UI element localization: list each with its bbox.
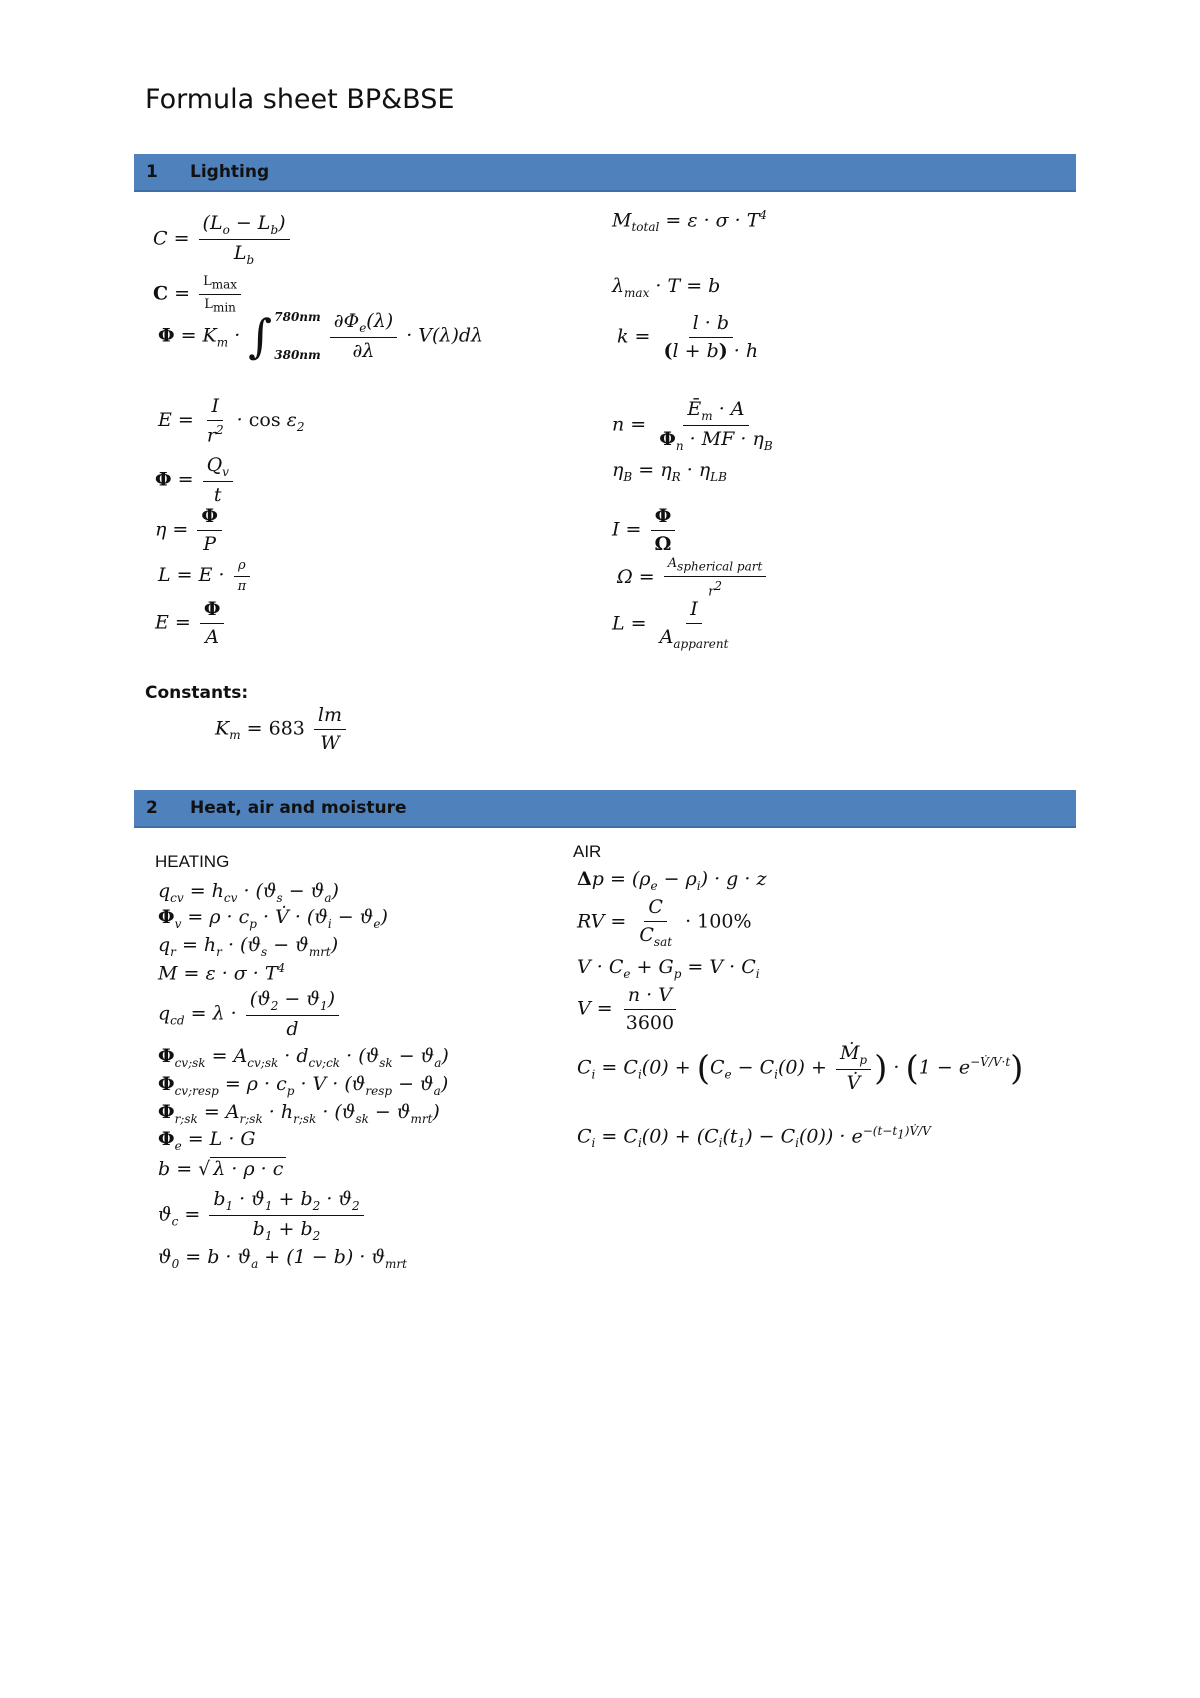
formula-room-index: k = $\frac{l \cdot b}{(l + b) \cdot h}$ bbox=[617, 312, 759, 362]
formula-number-of-luminaires: n = $\frac{Ē_m \cdot A}{\Phi_n \cdot MF \cdot \eta_B}$ bbox=[612, 398, 773, 453]
formula-ventilation-heat: $\Phi_v = \rho \cdot c_p$ · V̇ · $(ϑ_i - ϑ_e)$ bbox=[158, 906, 388, 931]
heating-label: HEATING bbox=[155, 852, 230, 871]
km-unit-numerator: lm bbox=[314, 704, 346, 730]
formula-emittance: $M = \varepsilon \cdot \sigma \cdot T^4$ bbox=[158, 961, 286, 985]
formula-pressure-difference: $\Delta p = (\rho_e - \rho_i) \cdot g \cdot z$ bbox=[577, 868, 767, 893]
km-subscript: m bbox=[229, 728, 241, 743]
section-number: 2 bbox=[146, 798, 158, 818]
constants-label: Constants: bbox=[145, 683, 249, 703]
formula-contact-temperature: $ϑ_c$ = $\frac{b_1 \cdot ϑ_1 + b_2 \cdot ϑ_2}{b_1 + b_2}$ bbox=[158, 1188, 367, 1243]
section-number: 1 bbox=[146, 162, 158, 182]
formula-intensity: I = $\frac{\Phi}{\Omega}$ bbox=[612, 505, 678, 556]
formula-radiative-heat: $q_r = h_r \cdot (ϑ_s - ϑ_{mrt})$ bbox=[158, 934, 339, 959]
formula-ventilation-rate: V = $\frac{n \cdot V}{3600}$ bbox=[577, 984, 681, 1035]
section-title: Heat, air and moisture bbox=[190, 798, 407, 818]
formula-solid-angle: Ω = $\frac{A_{spherical part}}{r^2}$ bbox=[617, 556, 769, 600]
air-label: AIR bbox=[573, 842, 602, 861]
formula-luminance-reflectance: L = E · $\frac{\rho}{\pi}$ bbox=[158, 558, 253, 594]
formula-skin-convection: $\Phi_{cv;sk} = A_{cv;sk} \cdot d_{cv;ck} \cdot (ϑ_{sk} - ϑ_a)$ bbox=[158, 1045, 449, 1070]
formula-concentration-decay: $C_i = C_i(0) + (C_e - C_i(0)$ + $\frac{Ṁ_p}{V̇}$ ) · $(1 - e^{-V̇/V\cdot t})$ bbox=[577, 1042, 1024, 1095]
v-denominator: 3600 bbox=[625, 1011, 675, 1034]
rv-percent: · 100% bbox=[685, 910, 752, 933]
page-title: Formula sheet BP&BSE bbox=[145, 84, 455, 115]
formula-relative-humidity: RV = $\frac{C}{C_{sat}}$ · 100% bbox=[577, 896, 752, 949]
formula-efficacy: η = $\frac{\Phi}{P}$ bbox=[155, 505, 225, 556]
formula-conduction: $q_{cd} = \lambda$ · $\frac{(ϑ_2 - ϑ_1)}{d}$ bbox=[158, 988, 342, 1041]
formula-illuminance-area: E = $\frac{\Phi}{A}$ bbox=[155, 598, 227, 649]
formula-convective-heat: $q_{cv} = h_{cv} \cdot (ϑ_s - ϑ_a)$ bbox=[158, 880, 339, 905]
constant-km bbox=[215, 704, 349, 755]
section-header-heat-air-moisture bbox=[134, 790, 1076, 828]
formula-illuminance-distance: E = $\frac{I}{r^2}$ · $\cos \varepsilon_2$ bbox=[158, 395, 305, 447]
formula-efficiency-product: $\eta_B = \eta_R \cdot \eta_{LB}$ bbox=[612, 459, 727, 484]
km-unit-denominator: W bbox=[320, 731, 340, 754]
formula-contrast: C = $\frac{(L_o - L_b)}{L_b}$ bbox=[153, 212, 293, 267]
formula-contrast-ratio: C = $\frac{L_{max}}{L_{min}}$ bbox=[153, 274, 244, 315]
section-title: Lighting bbox=[190, 162, 270, 182]
formula-moisture-balance: $V \cdot C_e + G_p = V \cdot C_i$ bbox=[577, 956, 760, 981]
formula-total-emittance: $M_{total} = \varepsilon \cdot \sigma \cdot T^4$ bbox=[612, 208, 768, 235]
formula-wien: $\lambda_{max} \cdot T = b$ bbox=[612, 275, 721, 300]
section-header-lighting bbox=[134, 154, 1076, 192]
formula-luminance-apparent: L = $\frac{I}{A_{apparent}}$ bbox=[612, 598, 729, 651]
km-value: = 683 bbox=[246, 717, 305, 740]
formula-concentration-interval: $C_i = C_i(0) + (C_i(t_1) - C_i(0)) \cdot e^{-(t-t_1)V̇/V}$ bbox=[577, 1124, 931, 1151]
formula-flux-energy: Φ = $\frac{Q_v}{t}$ bbox=[155, 454, 236, 507]
formula-luminous-flux: $\Phi = K_m$ · ∫ 780nm 380nm $\frac{\partial\Phi_e(\lambda)}{\partial\lambda}$ · V(λ)dλ bbox=[158, 309, 484, 364]
formula-heat-loss: $\Phi_e = L \cdot G$ bbox=[158, 1128, 256, 1153]
formula-respiration-heat: $\Phi_{cv;resp} = \rho \cdot c_p \cdot V \cdot (ϑ_{resp} - ϑ_a)$ bbox=[158, 1073, 449, 1098]
formula-operative-temperature: $ϑ_0 = b \cdot ϑ_a + (1 - b) \cdot ϑ_{mrt}$ bbox=[158, 1246, 407, 1271]
formula-heat-penetration: b = √ λ · ρ · c bbox=[158, 1158, 286, 1180]
km-symbol: K bbox=[215, 717, 230, 740]
formula-skin-radiation: $\Phi_{r;sk} = A_{r;sk} \cdot h_{r;sk} \cdot (ϑ_{sk} - ϑ_{mrt})$ bbox=[158, 1101, 440, 1126]
